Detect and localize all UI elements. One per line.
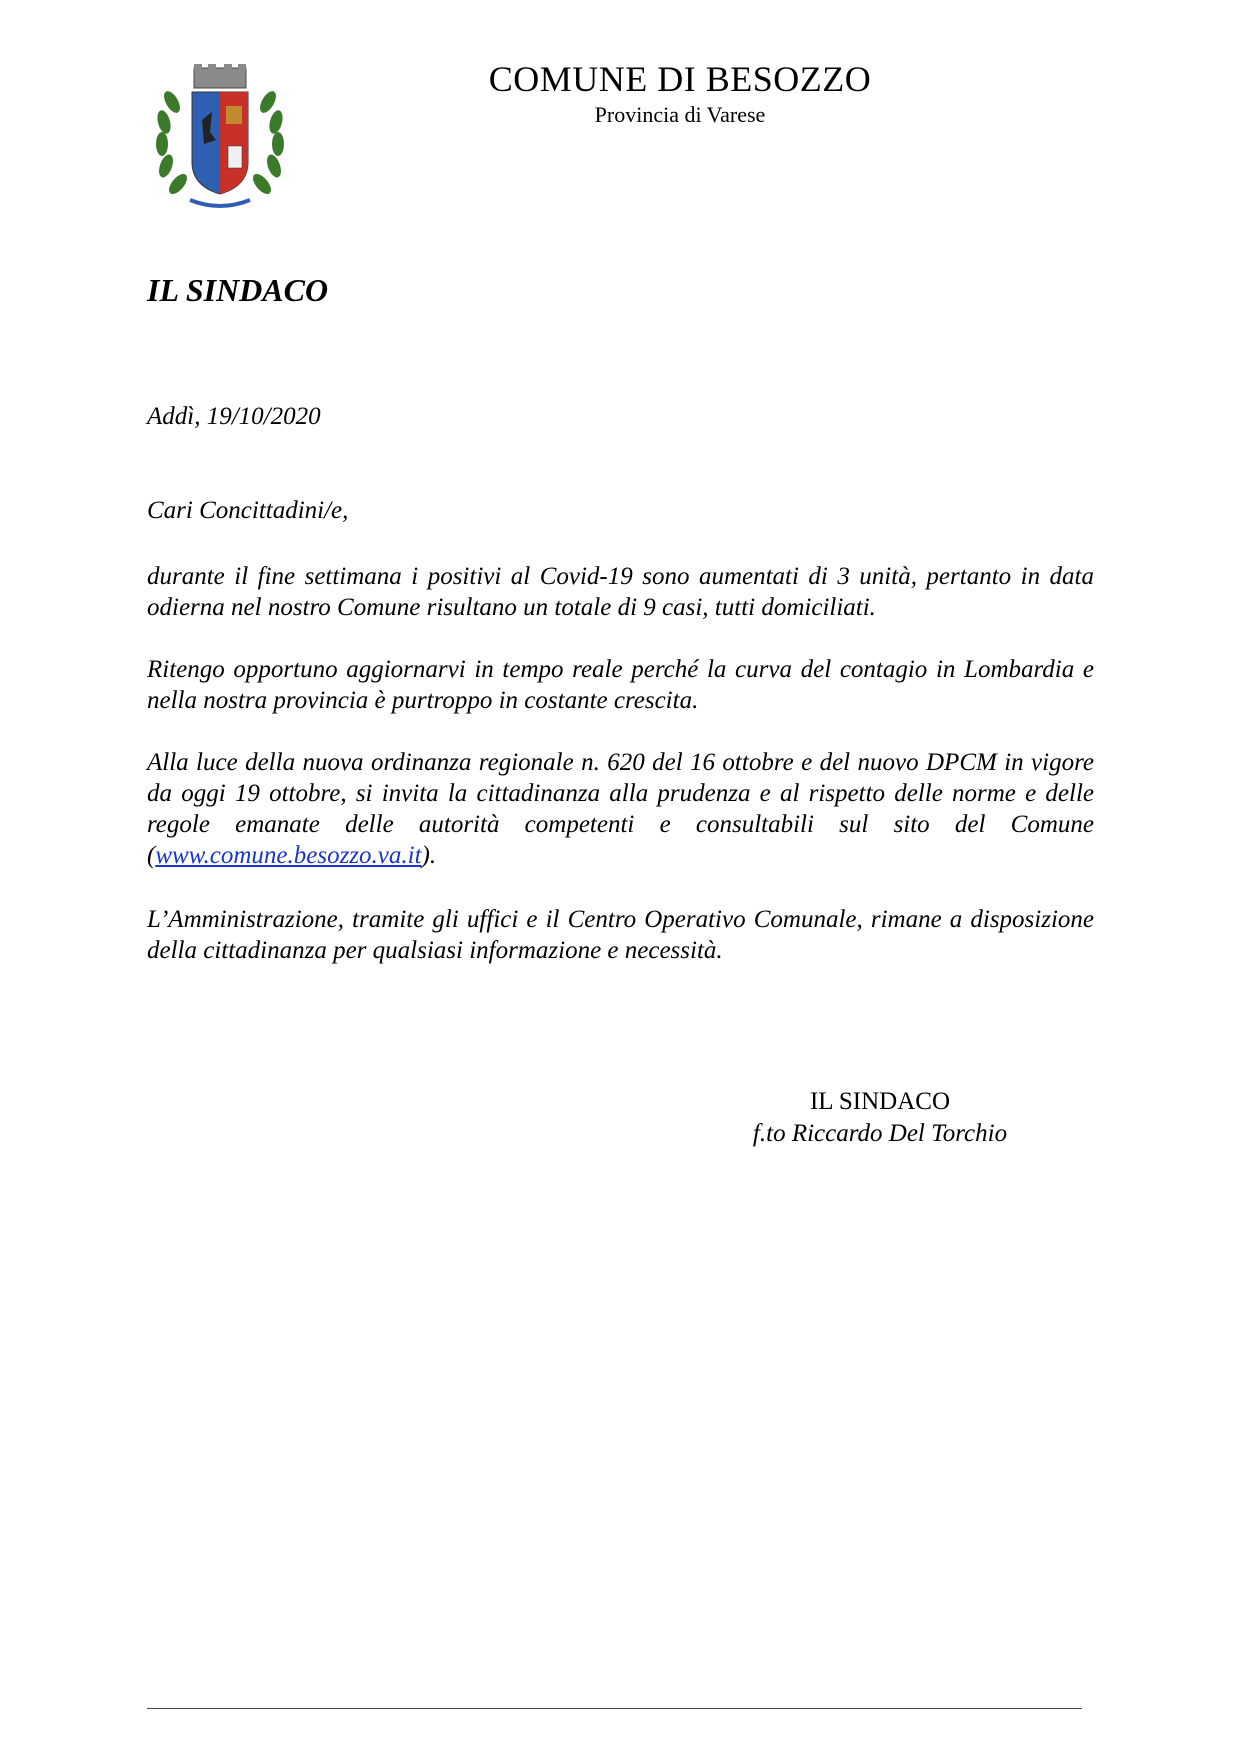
signature-name: f.to Riccardo Del Torchio bbox=[752, 1120, 1008, 1147]
page-heading: IL SINDACO bbox=[147, 272, 329, 308]
municipal-coat-of-arms-icon bbox=[150, 62, 290, 212]
paragraph-ordinance-text: Alla luce della nuova ordinanza regionale n. 620 del 16 ottobre e del nuovo DPCM in vigore da oggi 19 ottobre, si invita la cittadinanza alla prudenza e al rispetto delle norme e delle regole emanate delle autorità competenti e consultabili sul sito del Comune ( bbox=[147, 749, 1094, 869]
paragraph-contagion-curve: Ritengo opportuno aggiornarvi in tempo reale perché la curva del contagio in Lombardia e nella nostra provincia è purtroppo in costante crescita. bbox=[147, 656, 1094, 714]
paragraph-ordinance-end: ). bbox=[421, 842, 437, 869]
municipality-name: COMUNE DI BESOZZO bbox=[488, 59, 872, 99]
signature-title: IL SINDACO bbox=[809, 1088, 951, 1115]
footer-divider bbox=[147, 1708, 1082, 1709]
document-date: Addì, 19/10/2020 bbox=[147, 403, 321, 430]
salutation: Cari Concittadini/e, bbox=[147, 497, 349, 524]
comune-website-link[interactable]: www.comune.besozzo.va.it bbox=[155, 842, 422, 869]
paragraph-covid-cases: durante il fine settimana i positivi al Covid-19 sono aumentati di 3 unità, pertanto in data odierna nel nostro Comune risultano un totale di 9 casi, tutti domiciliati. bbox=[147, 563, 1094, 621]
province-name: Provincia di Varese bbox=[594, 102, 766, 127]
paragraph-administration: L’Amministrazione, tramite gli uffici e il Centro Operativo Comunale, rimane a disposizione della cittadinanza per qualsiasi informazione e necessità. bbox=[147, 906, 1094, 964]
paragraph-ordinance bbox=[147, 747, 1094, 871]
